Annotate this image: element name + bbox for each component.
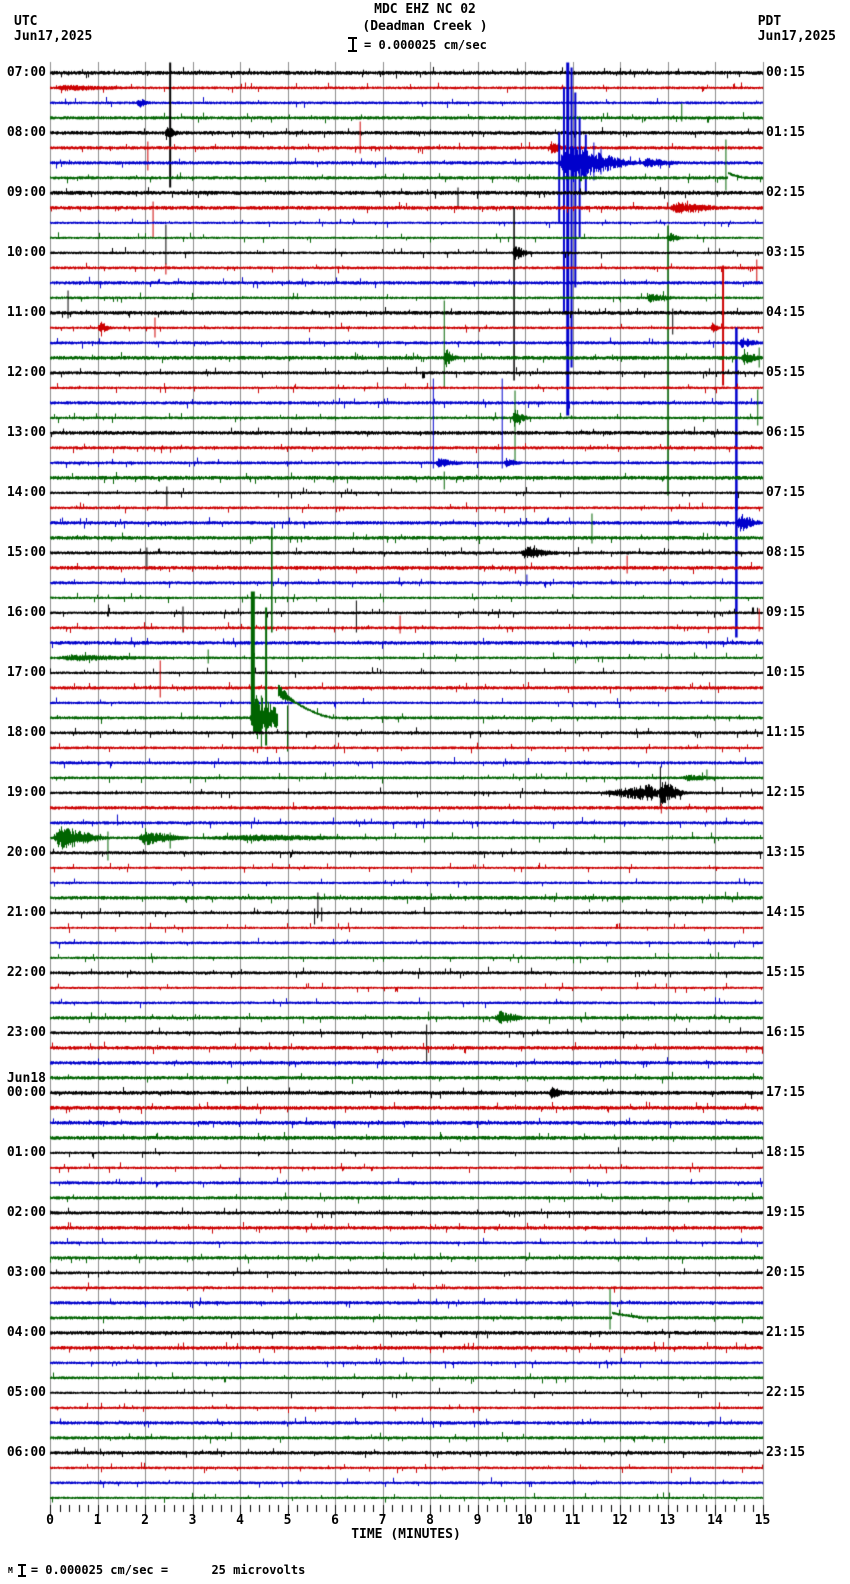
amplitude-scale-text: = 0.000025 cm/sec	[364, 37, 487, 52]
station-title: MDC EHZ NC 02	[374, 2, 476, 17]
station-subtitle: (Deadman Creek )	[362, 19, 488, 34]
hour-label-pdt: 12:15	[766, 785, 806, 800]
footer-scale-note	[8, 1563, 305, 1577]
hour-label-pdt: 23:15	[766, 1445, 806, 1460]
hour-label-pdt: 01:15	[766, 125, 806, 140]
hour-label-pdt: 11:15	[766, 725, 806, 740]
hour-label-pdt: 20:15	[766, 1265, 806, 1280]
hour-label-pdt: 06:15	[766, 425, 806, 440]
hour-label-pdt: 07:15	[766, 485, 806, 500]
x-axis-tick-label: 13	[659, 1513, 676, 1528]
hour-label-utc: 14:00	[6, 485, 46, 500]
x-axis-tick-label: 15	[754, 1513, 771, 1528]
hour-label-pdt: 03:15	[766, 245, 806, 260]
hour-label-utc: 19:00	[6, 785, 46, 800]
hour-label-utc: 10:00	[6, 245, 46, 260]
hour-label-pdt: 02:15	[766, 185, 806, 200]
pdt-timezone-label: PDT	[757, 14, 782, 29]
hour-label-pdt: 10:15	[766, 665, 806, 680]
footer-scale-text: = 0.000025 cm/sec = 25 microvolts	[30, 1563, 306, 1577]
hour-label-utc: 21:00	[6, 905, 46, 920]
hour-label-utc: 12:00	[6, 365, 46, 380]
hour-label-utc: 11:00	[6, 305, 46, 320]
utc-date-label: Jun17,2025	[14, 29, 93, 44]
x-axis-tick-label: 14	[707, 1513, 723, 1528]
x-axis-tick-label: 11	[564, 1513, 581, 1528]
hour-label-pdt: 18:15	[766, 1145, 806, 1160]
hour-label-utc: 17:00	[6, 665, 46, 680]
hour-label-pdt: 17:15	[766, 1085, 806, 1100]
x-axis-tick-label: 7	[378, 1513, 387, 1528]
hour-label-utc: 07:00	[6, 65, 46, 80]
hour-label-utc: 09:00	[6, 185, 46, 200]
hour-label-pdt: 22:15	[766, 1385, 806, 1400]
hour-label-utc: 13:00	[6, 425, 46, 440]
hour-label-utc: 00:00 Jun18	[6, 1071, 46, 1100]
x-axis-tick-label: 8	[426, 1513, 434, 1528]
x-axis-tick-label: 6	[331, 1513, 339, 1528]
date-change-label: Jun18	[6, 1071, 46, 1086]
amplitude-scale-note	[348, 37, 487, 52]
hour-label-pdt: 09:15	[766, 605, 806, 620]
x-axis-tick-label: 10	[517, 1513, 533, 1528]
utc-timezone-label: UTC	[14, 14, 38, 29]
hour-label-utc: 18:00	[6, 725, 46, 740]
x-axis-tick-label: 3	[188, 1513, 197, 1528]
pdt-date-label: Jun17,2025	[757, 29, 836, 44]
hour-label-pdt: 04:15	[766, 305, 806, 320]
x-axis-tick-label: 0	[46, 1513, 54, 1528]
x-axis-tick-label: 9	[473, 1513, 482, 1528]
hour-label-utc: 16:00	[6, 605, 46, 620]
hour-label-utc: 05:00	[6, 1385, 46, 1400]
x-axis-tick-label: 2	[141, 1513, 149, 1528]
hour-label-pdt: 14:15	[766, 905, 806, 920]
hour-label-utc: 02:00	[6, 1205, 46, 1220]
hour-label-utc: 08:00	[6, 125, 46, 140]
x-axis-tick-label: 12	[612, 1513, 628, 1528]
hour-label-utc: 20:00	[6, 845, 46, 860]
amplitude-scale-bar-icon	[348, 37, 357, 52]
footer-scale-bar-icon	[18, 1564, 26, 1577]
hour-label-pdt: 21:15	[766, 1325, 806, 1340]
x-axis-tick-label: 4	[236, 1513, 244, 1528]
hour-label-pdt: 05:15	[766, 365, 806, 380]
hour-label-utc: 03:00	[6, 1265, 46, 1280]
hour-label-pdt: 16:15	[766, 1025, 806, 1040]
hour-label-utc: 15:00	[6, 545, 46, 560]
hour-label-pdt: 08:15	[766, 545, 806, 560]
footer-prefix: M	[8, 1566, 13, 1575]
hour-label-pdt: 15:15	[766, 965, 806, 980]
hour-label-utc: 04:00	[6, 1325, 46, 1340]
hour-label-utc: 22:00	[6, 965, 46, 980]
x-axis-tick-label: 1	[93, 1513, 102, 1528]
hour-label-utc: 06:00	[6, 1445, 46, 1460]
hour-label-pdt: 13:15	[766, 845, 806, 860]
hour-label-pdt: 00:15	[766, 65, 806, 80]
x-axis-tick-label: 5	[283, 1513, 292, 1528]
hour-label-utc: 23:00	[6, 1025, 46, 1040]
hour-label-utc: 01:00	[6, 1145, 46, 1160]
hour-label-pdt: 19:15	[766, 1205, 806, 1220]
x-axis-title: TIME (MINUTES)	[351, 1527, 461, 1542]
